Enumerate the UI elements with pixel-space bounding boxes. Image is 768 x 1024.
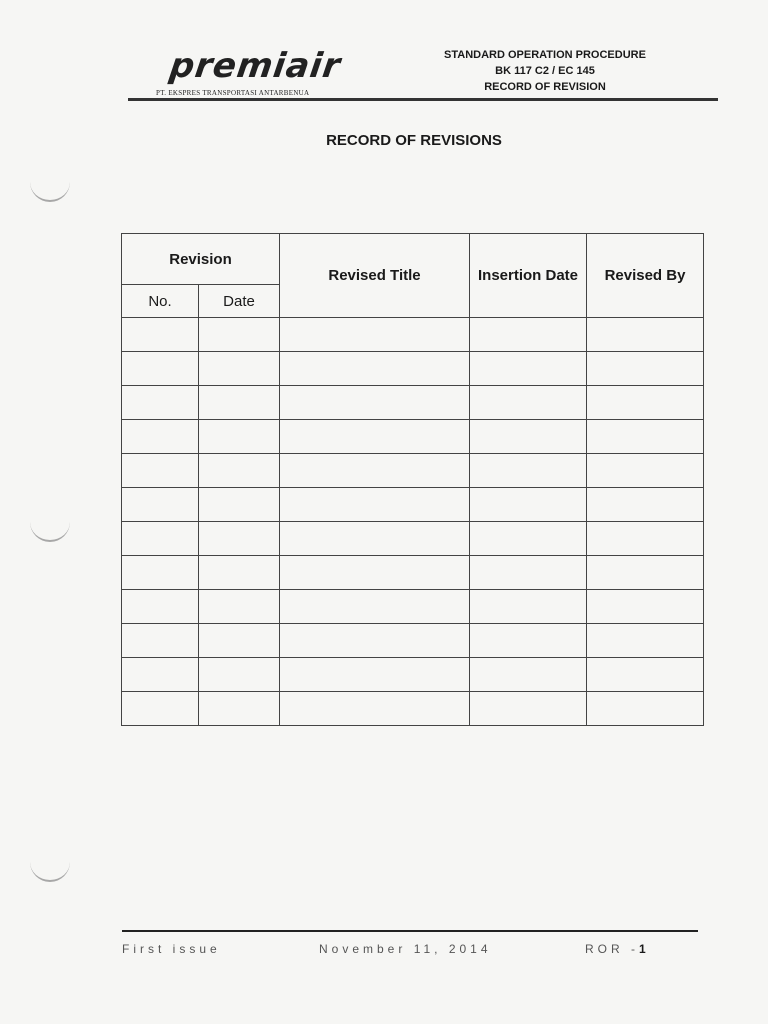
table-row: [122, 658, 704, 692]
cell-no: [122, 420, 199, 454]
cell-date: [199, 318, 280, 352]
footer-issue: First issue: [122, 942, 221, 956]
table-row: [122, 692, 704, 726]
table-row: [122, 590, 704, 624]
cell-no: [122, 318, 199, 352]
cell-no: [122, 692, 199, 726]
cell-insertion-date: [470, 420, 587, 454]
cell-no: [122, 590, 199, 624]
cell-insertion-date: [470, 454, 587, 488]
cell-revised-by: [587, 420, 704, 454]
table-row: [122, 556, 704, 590]
cell-no: [122, 454, 199, 488]
cell-revised-by: [587, 386, 704, 420]
table-row: [122, 352, 704, 386]
cell-revised-by: [587, 454, 704, 488]
cell-revised-by: [587, 556, 704, 590]
cell-no: [122, 658, 199, 692]
table-row: [122, 522, 704, 556]
cell-date: [199, 590, 280, 624]
table-row: [122, 488, 704, 522]
doc-code: BK 117 C2 / EC 145: [495, 65, 595, 77]
cell-date: [199, 658, 280, 692]
cell-no: [122, 386, 199, 420]
cell-insertion-date: [470, 556, 587, 590]
page-number: 1: [639, 942, 646, 956]
table-body: [122, 318, 704, 726]
cell-revised-title: [280, 386, 470, 420]
cell-revised-title: [280, 658, 470, 692]
cell-revised-by: [587, 658, 704, 692]
table-header-row: [122, 234, 704, 285]
cell-date: [199, 522, 280, 556]
cell-revised-title: [280, 318, 470, 352]
header-insertion-date: Insertion Date: [470, 234, 587, 318]
cell-insertion-date: [470, 386, 587, 420]
page-prefix: ROR -: [585, 942, 639, 956]
cell-revised-by: [587, 522, 704, 556]
cell-insertion-date: [470, 692, 587, 726]
table-row: [122, 420, 704, 454]
cell-revised-by: [587, 488, 704, 522]
footer-divider: [122, 930, 698, 932]
cell-date: [199, 386, 280, 420]
cell-revised-by: [587, 590, 704, 624]
cell-insertion-date: [470, 624, 587, 658]
cell-revised-by: [587, 624, 704, 658]
cell-insertion-date: [470, 488, 587, 522]
cell-insertion-date: [470, 352, 587, 386]
cell-date: [199, 454, 280, 488]
cell-revised-title: [280, 692, 470, 726]
company-logo: premiair: [167, 46, 344, 86]
cell-no: [122, 488, 199, 522]
cell-revised-title: [280, 454, 470, 488]
cell-insertion-date: [470, 522, 587, 556]
cell-no: [122, 352, 199, 386]
cell-revised-title: [280, 522, 470, 556]
cell-no: [122, 522, 199, 556]
cell-revised-title: [280, 556, 470, 590]
cell-date: [199, 488, 280, 522]
cell-date: [199, 692, 280, 726]
cell-no: [122, 624, 199, 658]
header-revised-by: Revised By: [587, 234, 704, 318]
company-name: PT. EKSPRES TRANSPORTASI ANTARBENUA: [156, 89, 310, 97]
revisions-table: [121, 233, 704, 726]
table-row: [122, 386, 704, 420]
cell-date: [199, 556, 280, 590]
punch-hole: [30, 856, 70, 882]
punch-hole: [30, 176, 70, 202]
doc-type: STANDARD OPERATION PROCEDURE: [444, 49, 646, 61]
punch-hole: [30, 516, 70, 542]
cell-no: [122, 556, 199, 590]
cell-revised-by: [587, 318, 704, 352]
cell-revised-by: [587, 692, 704, 726]
cell-revised-title: [280, 488, 470, 522]
cell-date: [199, 624, 280, 658]
cell-date: [199, 420, 280, 454]
subheader-date: Date: [199, 285, 280, 318]
table-row: [122, 624, 704, 658]
subheader-no: No.: [122, 285, 199, 318]
doc-section: RECORD OF REVISION: [484, 81, 606, 93]
table-row: [122, 454, 704, 488]
cell-revised-title: [280, 420, 470, 454]
footer-page: [585, 942, 646, 956]
cell-insertion-date: [470, 658, 587, 692]
cell-revised-title: [280, 590, 470, 624]
cell-insertion-date: [470, 318, 587, 352]
cell-revised-title: [280, 352, 470, 386]
table-row: [122, 318, 704, 352]
cell-revised-title: [280, 624, 470, 658]
footer-date: November 11, 2014: [319, 942, 492, 956]
header-revised-title: Revised Title: [280, 234, 470, 318]
cell-insertion-date: [470, 590, 587, 624]
cell-date: [199, 352, 280, 386]
page-title: RECORD OF REVISIONS: [326, 132, 502, 149]
cell-revised-by: [587, 352, 704, 386]
header-revision: Revision: [122, 234, 280, 285]
header-divider: [128, 98, 718, 101]
document-meta: [430, 47, 660, 95]
